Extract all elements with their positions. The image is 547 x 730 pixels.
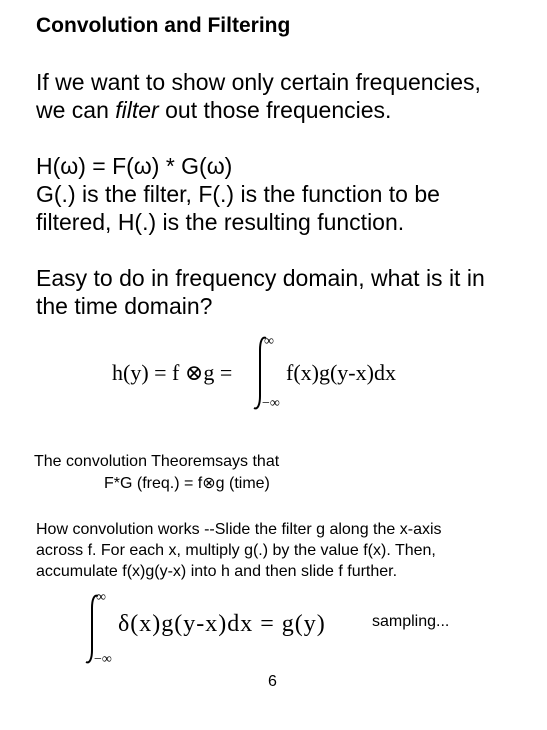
how-line-3: accumulate f(x)g(y-x) into h and then slide f further. bbox=[36, 563, 398, 580]
definition-line-2: G(.) is the filter, F(.) is the function to be bbox=[36, 181, 440, 207]
sampling-integrand: δ(x)g(y-x)dx = g(y) bbox=[118, 611, 326, 637]
intro-filter-emphasis: filter bbox=[115, 97, 159, 123]
intro-line-1: If we want to show only certain frequencies, bbox=[36, 69, 481, 95]
integral-1-lower-limit: −∞ bbox=[262, 396, 280, 411]
convolution-integrand: f(x)g(y-x)dx bbox=[286, 360, 396, 385]
sampling-note: sampling... bbox=[372, 613, 450, 630]
theorem-line-1: The convolution Theoremsays that bbox=[34, 453, 280, 470]
intro-line-2 bbox=[36, 96, 481, 124]
definition-line-3: filtered, H(.) is the resulting function. bbox=[36, 209, 405, 235]
question-line-2: the time domain? bbox=[36, 293, 213, 319]
convolution-lhs: h(y) = f ⊗g = bbox=[112, 360, 233, 385]
intro-line-2-pre: we can bbox=[36, 97, 116, 123]
page-number: 6 bbox=[268, 673, 277, 690]
intro-line-2-post: out those frequencies. bbox=[158, 97, 392, 123]
theorem-line-2: F*G (freq.) = f⊗g (time) bbox=[104, 475, 270, 492]
integral-1-upper-limit: ∞ bbox=[264, 334, 274, 349]
how-it-works-paragraph bbox=[36, 519, 442, 582]
frequency-equation: H(ω) = F(ω) * G(ω) bbox=[36, 153, 233, 179]
definition-paragraph bbox=[36, 152, 440, 236]
question-paragraph bbox=[36, 264, 485, 320]
how-line-2: across f. For each x, multiply g(.) by the value f(x). Then, bbox=[36, 542, 436, 559]
integral-2-upper-limit: ∞ bbox=[96, 590, 106, 605]
question-line-1: Easy to do in frequency domain, what is it in bbox=[36, 265, 485, 291]
integral-2-lower-limit: −∞ bbox=[94, 652, 112, 667]
intro-paragraph bbox=[36, 68, 481, 124]
slide-title: Convolution and Filtering bbox=[36, 14, 291, 37]
how-line-1: How convolution works --Slide the filter g along the x-axis bbox=[36, 521, 442, 538]
